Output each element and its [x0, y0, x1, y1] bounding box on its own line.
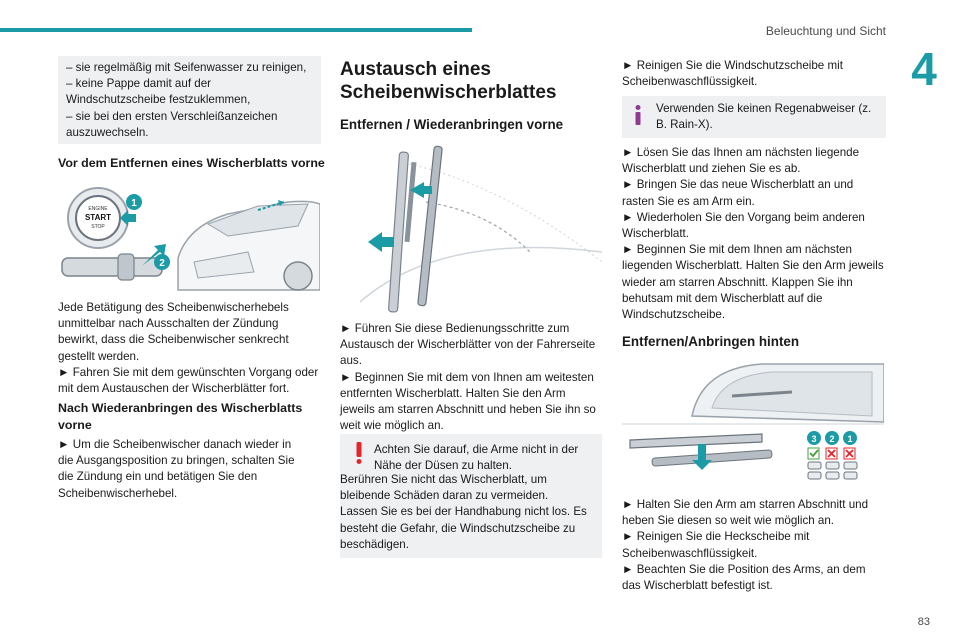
rear-badge-3: 3 [811, 434, 817, 444]
front-wiper-illustration [340, 142, 602, 314]
right-text-3: ► Halten Sie den Arm am starren Abschnitt und heben Sie diesen so weit wie möglich an. ► Reinigen Sie die Heckscheibe mit Scheibenwaschflüssigkeit. ► Beachten Sie die Position des Arms, an dem das Wischerblatt befestigt ist. [622, 498, 869, 593]
rear-subheading: Entfernen/Anbringen hinten [622, 334, 800, 349]
care-tips-box: – sie regelmäßig mit Seifenwasser zu reinigen, – keine Pappe damit auf der Windschutzscheibe festzuklemmen, – sie bei den ersten Verschleißanzeichen auszuwechseln. [58, 56, 321, 144]
before-removal-heading: Vor dem Entfernen eines Wischerblatts vorne [58, 156, 325, 170]
rear-wiper-illustration [622, 356, 884, 490]
engine-label-1: ENGINE [88, 206, 108, 212]
page-number: 83 [917, 616, 930, 628]
left-text-2: ► Um die Scheibenwischer danach wieder in die Ausgangsposition zu bringen, schalten Sie die Zündung ein und betätigen Sie den Scheibenwischerhebel. [58, 438, 295, 500]
rear-badge-2: 2 [829, 434, 835, 444]
chapter-title: Beleuchtung und Sicht [765, 24, 886, 38]
info-text: Verwenden Sie keinen Regenabweiser (z. B. Rain-X). [656, 102, 872, 132]
exclamation-icon [354, 442, 364, 464]
front-subheading: Entfernen / Wiederanbringen vorne [340, 117, 564, 132]
engine-label-3: STOP [91, 224, 105, 230]
left-text-1: Jede Betätigung des Scheibenwischerhebels unmittelbar nach Ausschalten der Zündung bewirkt, dass die Scheibenwischer senkrecht gestellt werden. ► Fahren Sie mit dem gewünschten Vorgang oder mit dem Austauschen der Wischerblätter fort. [58, 301, 319, 396]
after-reinstall-heading: Nach Wiederanbringen des Wischerblatts vorne [58, 401, 303, 432]
right-text-2: ► Lösen Sie das Ihnen am nächsten liegende Wischerblatt und ziehen Sie es ab. ► Bringen Sie das neue Wischerblatt an und rasten Sie es am Arm ein. ► Wiederholen Sie den Vorgang beim anderen Wischerblatt. ► Beginnen Sie mit dem Ihnen am nächsten liegenden Wischerblatt. Halten Sie den Arm jeweils wieder am starren Abschnitt. Klappen Sie ihn behutsam mit dem Wischerblatt auf die Windschutzscheibe. [622, 146, 884, 322]
rear-badge-1: 1 [847, 434, 853, 444]
middle-text-1: ► Führen Sie diese Bedienungsschritte zum Austausch der Wischerblätter von der Fahrerseite aus. ► Beginnen Sie mit dem von Ihnen am weitesten entfernten Wischerblatt. Halten Sie den Arm jeweils am starren Abschnitt und heben Sie ihn so weit wie möglich an. [340, 322, 596, 433]
header-accent-bar [0, 28, 472, 32]
section-title: Austausch eines Scheibenwischerblattes [340, 59, 557, 103]
info-box [622, 96, 886, 138]
chapter-number: 4 [911, 43, 937, 95]
warning-rest: Berühren Sie nicht das Wischerblatt, um bleibende Schäden daran zu vermeiden. Lassen Sie es bei der Handhabung nicht los. Es besteht die Gefahr, die Windschutzscheibe zu beschädigen. [340, 473, 587, 551]
engine-label-2: START [84, 213, 112, 222]
info-icon [634, 105, 642, 125]
wiper-control-illustration [58, 180, 320, 292]
badge-1: 1 [131, 198, 137, 209]
badge-2: 2 [159, 258, 165, 269]
right-text-1: ► Reinigen Sie die Windschutzscheibe mit Scheibenwaschflüssigkeit. [622, 59, 843, 89]
warning-first-line: Achten Sie darauf, die Arme nicht in der Nähe der Düsen zu halten. [374, 443, 579, 473]
